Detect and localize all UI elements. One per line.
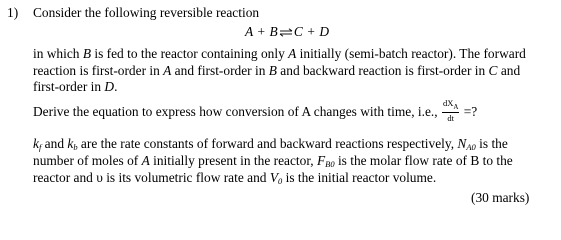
kb-subscript: b xyxy=(73,142,78,152)
reaction-equation xyxy=(245,25,329,40)
fraction-numerator-subscript: A xyxy=(453,103,459,111)
text: first-order in xyxy=(33,79,105,94)
text: and xyxy=(41,136,68,151)
reaction-lhs: A + B xyxy=(245,24,278,39)
kf-symbol: k xyxy=(33,136,39,151)
question-intro: Consider the following reversible reaction xyxy=(33,5,260,20)
fraction-numerator: dX xyxy=(442,98,454,108)
paragraph-line-1 xyxy=(33,47,526,60)
text: . xyxy=(114,79,118,94)
text: is the molar flow rate of B to the xyxy=(334,153,513,168)
species-a: A xyxy=(141,153,150,168)
text: is its volumetric flow rate and xyxy=(102,170,270,185)
species-b: B xyxy=(82,46,92,61)
upsilon-symbol: υ xyxy=(96,170,103,185)
fb0-subscript: B0 xyxy=(325,159,335,169)
text: is the initial reactor volume. xyxy=(282,170,437,185)
species-a: A xyxy=(288,46,297,61)
reaction-rhs: C + D xyxy=(293,24,330,39)
text: number of moles of xyxy=(33,153,142,168)
text: reactor and xyxy=(33,170,97,185)
definitions-line-1 xyxy=(33,137,508,152)
derivative-fraction xyxy=(442,99,459,123)
marks-label: (30 marks) xyxy=(471,190,530,205)
text: is fed to the reactor containing only xyxy=(91,46,289,61)
derive-text: Derive the equation to express how conversion of A changes with time, i.e., xyxy=(33,103,441,119)
kf-subscript: f xyxy=(38,142,42,152)
fraction-denominator: dt xyxy=(447,113,454,123)
species-c: C xyxy=(488,63,498,78)
text: initially (semi-batch reactor). The forward xyxy=(296,46,526,61)
paragraph-line-2 xyxy=(33,64,520,77)
species-b: B xyxy=(268,63,277,78)
v0-symbol: V xyxy=(269,170,279,185)
na0-subscript: A0 xyxy=(466,142,476,152)
text: is the xyxy=(475,136,508,151)
definitions-line-2 xyxy=(33,154,513,169)
text: in which xyxy=(33,46,83,61)
paragraph-line-3 xyxy=(33,80,117,93)
kb-symbol: k xyxy=(67,136,74,151)
text: and backward reaction is first-order in xyxy=(276,63,489,78)
text: and first-order in xyxy=(171,63,269,78)
species-d: D xyxy=(104,79,115,94)
fb0-symbol: F xyxy=(316,153,326,168)
species-a: A xyxy=(163,63,172,78)
na0-symbol: N xyxy=(457,136,467,151)
question-number: 1) xyxy=(7,5,19,20)
text: and xyxy=(497,63,521,78)
derive-suffix: =? xyxy=(460,103,478,119)
text: are the rate constants of forward and backward reactions respectively, xyxy=(77,136,458,151)
text: reaction is first-order in xyxy=(33,63,164,78)
v0-subscript: 0 xyxy=(278,176,283,186)
equilibrium-arrow-icon xyxy=(279,26,293,39)
definitions-line-3 xyxy=(33,171,436,186)
derive-line xyxy=(33,98,478,125)
text: initially present in the reactor, xyxy=(149,153,317,168)
